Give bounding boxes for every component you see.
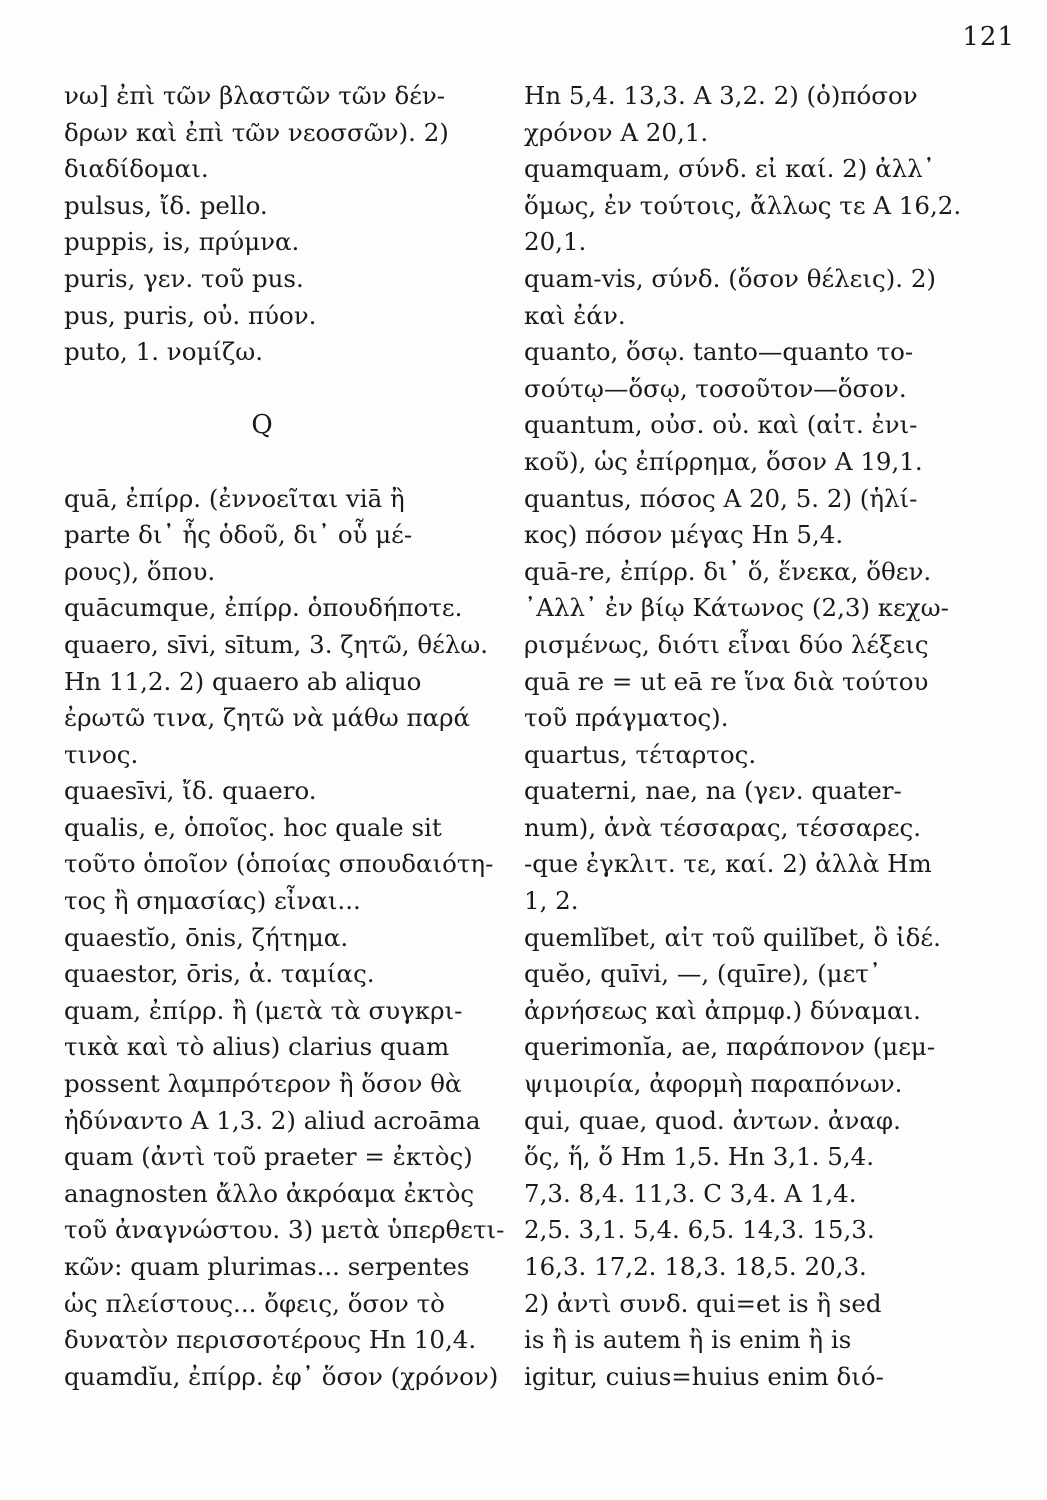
- entry-line: -que ἐγκλιτ. τε, καί. 2) ἀλλὰ Hm: [524, 849, 932, 879]
- entry-line: num), ἀνὰ τέσσαρας, τέσσαρες.: [524, 812, 922, 842]
- page-number: 121: [962, 22, 1015, 52]
- entry-line: is ἢ is autem ἢ is enim ἢ is: [524, 1325, 852, 1355]
- entry-line: quamdĭu, ἐπίρρ. ἐφ᾽ ὅσον (χρόνον): [64, 1361, 499, 1391]
- entry-line: ᾽Αλλ᾽ ἐν βίῳ Κάτωνος (2,3) κεχω-: [524, 593, 949, 623]
- entry-line: ρους), ὅπου.: [64, 556, 216, 586]
- entry-line: quācumque, ἐπίρρ. ὁπουδήποτε.: [64, 593, 463, 623]
- entry-line: querimonĭa, ae, παράπονον (μεμ-: [524, 1032, 936, 1062]
- entry-line: igitur, cuius=huius enim διό-: [524, 1361, 884, 1391]
- entry-line: διαδίδομαι.: [64, 154, 209, 184]
- entry-line: quam-vis, σύνδ. (ὅσον θέλεις). 2): [524, 263, 936, 293]
- entry-line: χρόνον A 20,1.: [524, 117, 709, 147]
- entry-line: quartus, τέταρτος.: [524, 739, 757, 769]
- entry-line: σούτῳ—ὅσῳ, τοσοῦτον—ὅσον.: [524, 373, 907, 403]
- entry-line: puppis, is, πρύμνα.: [64, 227, 300, 257]
- entry-line: anagnosten ἄλλο ἀκρόαμα ἐκτὸς: [64, 1178, 475, 1208]
- entry-line: quĕo, quīvi, —, (quīre), (μετ᾽: [524, 959, 882, 989]
- entry-line: qualis, e, ὁποῖος. hoc quale sit: [64, 812, 442, 842]
- entry-line: quam, ἐπίρρ. ἢ (μετὰ τὰ συγκρι-: [64, 995, 463, 1025]
- entry-line: Hn 11,2. 2) quaero ab aliquo: [64, 666, 422, 696]
- entry-line: ὡς πλείστους... ὄφεις, ὅσον τὸ: [64, 1288, 445, 1318]
- entry-line: possent λαμπρότερον ἢ ὅσον θὰ: [64, 1069, 462, 1099]
- blank-line: [64, 444, 496, 481]
- section-heading-q: Q: [251, 410, 273, 441]
- entry-line: ὅμως, ἐν τούτοις, ἄλλως τε A 16,2.: [524, 190, 962, 220]
- entry-line: τινος.: [64, 739, 139, 769]
- entry-line: quantum, οὐσ. οὐ. καὶ (αἰτ. ἐνι-: [524, 410, 918, 440]
- right-column: [524, 78, 1024, 1395]
- entry-line: τοῦ πράγματος).: [524, 703, 729, 733]
- entry-line: τικὰ καὶ τὸ alius) clarius quam: [64, 1032, 450, 1062]
- entry-line: 1, 2.: [524, 886, 579, 916]
- entry-line: ὅς, ἥ, ὅ Hm 1,5. Hn 3,1. 5,4.: [524, 1142, 874, 1172]
- entry-line: qui, quae, quod. ἀντων. ἀναφ.: [524, 1105, 901, 1135]
- entry-line: quā, ἐπίρρ. (ἐννοεῖται viā ἢ: [64, 483, 405, 513]
- entry-line: quaero, sīvi, sītum, 3. ζητῶ, θέλω.: [64, 629, 489, 659]
- entry-line: ρισμένως, διότι εἶναι δύο λέξεις: [524, 629, 929, 659]
- entry-line: τοῦ ἀναγνώστου. 3) μετὰ ὑπερθετι-: [64, 1215, 505, 1245]
- entry-line: 20,1.: [524, 227, 587, 257]
- left-column: [64, 78, 505, 1395]
- entry-line: quaesīvi, ἴδ. quaero.: [64, 776, 317, 806]
- entry-line: τοῦτο ὁποῖον (ὁποίας σπουδαιότη-: [64, 849, 494, 879]
- entry-line: quemlĭbet, αἰτ τοῦ quilĭbet, ὃ ἰδέ.: [524, 922, 941, 952]
- entry-line: quam (ἀντὶ τοῦ praeter = ἐκτὸς): [64, 1142, 473, 1172]
- entry-line: τος ἢ σημασίας) εἶναι...: [64, 886, 361, 916]
- entry-line: Hn 5,4. 13,3. A 3,2. 2) (ὁ)πόσον: [524, 81, 918, 110]
- entry-line: κῶν: quam plurimas... serpentes: [64, 1252, 470, 1281]
- entry-line: κοῦ), ὡς ἐπίρρημα, ὅσον A 19,1.: [524, 446, 923, 476]
- entry-line: 16,3. 17,2. 18,3. 18,5. 20,3.: [524, 1252, 867, 1281]
- entry-line: quaestĭo, ōnis, ζήτημα.: [64, 922, 349, 952]
- entry-line: καὶ ἐάν.: [524, 300, 626, 330]
- entry-line: ψιμοιρία, ἀφορμὴ παραπόνων.: [524, 1069, 903, 1099]
- entry-line: ἠδύναντο A 1,3. 2) aliud acroāma: [64, 1105, 481, 1135]
- entry-line: pus, puris, οὐ. πύον.: [64, 300, 317, 330]
- entry-line: quamquam, σύνδ. εἰ καί. 2) ἀλλ᾽: [524, 154, 935, 184]
- entry-line: δυνατὸν περισσοτέρους Hn 10,4.: [64, 1325, 477, 1355]
- entry-line: 7,3. 8,4. 11,3. C 3,4. A 1,4.: [524, 1178, 857, 1208]
- entry-line: νω] ἐπὶ τῶν βλαστῶν τῶν δέν-: [64, 81, 446, 110]
- entry-line: κος) πόσον μέγας Hn 5,4.: [524, 520, 844, 550]
- entry-line: quā re = ut eā re ἵνα διὰ τούτου: [524, 666, 929, 696]
- entry-line: parte δι᾽ ἧς ὁδοῦ, δι᾽ οὗ μέ-: [64, 520, 413, 550]
- entry-line: quantus, πόσος A 20, 5. 2) (ἡλί-: [524, 483, 918, 513]
- entry-line: puto, 1. νομίζω.: [64, 337, 264, 367]
- entry-line: quā-re, ἐπίρρ. δι᾽ ὅ, ἕνεκα, ὅθεν.: [524, 556, 932, 586]
- entry-line: ἀρνήσεως καὶ ἀπρμφ.) δύναμαι.: [524, 995, 921, 1025]
- entry-line: quaterni, nae, na (γεν. quater-: [524, 776, 902, 806]
- entry-line: puris, γεν. τοῦ pus.: [64, 263, 304, 293]
- entry-line: pulsus, ἴδ. pello.: [64, 190, 268, 220]
- entry-line: δρων καὶ ἐπὶ τῶν νεοσσῶν). 2): [64, 117, 449, 147]
- entry-line: ἐρωτῶ τινα, ζητῶ νὰ μάθω παρά: [64, 703, 471, 733]
- entry-line: 2) ἀντὶ συνδ. qui=et is ἢ sed: [524, 1288, 882, 1318]
- blank-line: [64, 371, 496, 408]
- entry-line: 2,5. 3,1. 5,4. 6,5. 14,3. 15,3.: [524, 1215, 875, 1245]
- entry-line: quaestor, ōris, ἀ. ταμίας.: [64, 959, 375, 989]
- entry-line: quanto, ὅσῳ. tanto—quanto το-: [524, 337, 914, 367]
